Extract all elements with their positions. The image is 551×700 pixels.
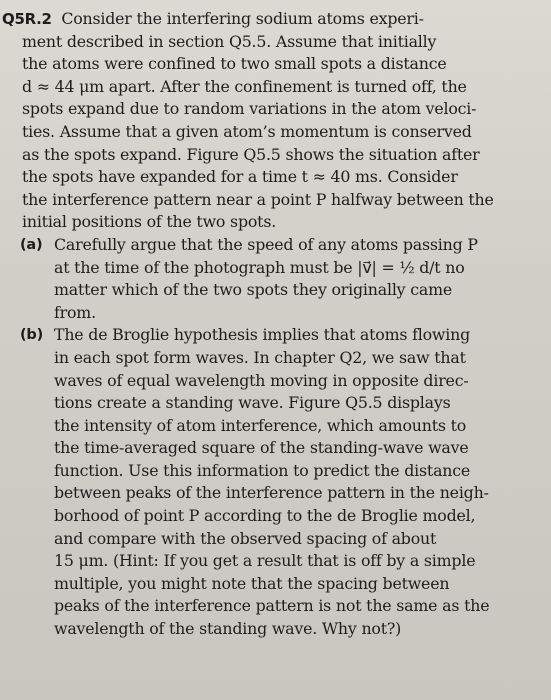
part-b-line-10: and compare with the observed spacing of about	[54, 528, 437, 548]
part-b-line-11: 15 μm. (Hint: If you get a result that is off by a simple	[54, 551, 476, 571]
part-a-line-4: from.	[54, 302, 96, 322]
part-a	[2, 234, 537, 324]
part-b-line-4: tions create a standing wave. Figure Q5.5 displays	[54, 393, 451, 413]
part-b-line-2: in each spot form waves. In chapter Q2, we saw that	[54, 347, 466, 367]
part-a-line-3: matter which of the two spots they originally came	[54, 280, 453, 300]
intro-line-8: the spots have expanded for a time t ≈ 40 ms. Consider	[22, 167, 458, 187]
part-b	[2, 324, 537, 640]
intro-line-9: the interference pattern near a point P halfway between the	[22, 189, 494, 209]
intro-line-1: Q5R.2 Consider the interfering sodium atoms experi-	[2, 9, 424, 28]
part-a-line-2: at the time of the photograph must be |v⃗| = ½ d/t no	[54, 257, 465, 277]
intro-line-10: initial positions of the two spots.	[22, 212, 277, 232]
part-a-line-1: Carefully argue that the speed of any atoms passing P	[54, 234, 478, 254]
part-b-line-3: waves of equal wavelength moving in opposite direc-	[54, 370, 469, 390]
intro-line-2: ment described in section Q5.5. Assume that initially	[22, 31, 437, 51]
part-b-text	[54, 324, 537, 640]
intro-line-5: spots expand due to random variations in the atom veloci-	[22, 99, 477, 119]
part-a-text	[54, 234, 537, 324]
part-b-label: (b)	[20, 327, 44, 344]
problem-q5r2	[2, 8, 537, 641]
part-b-line-7: function. Use this information to predict the distance	[54, 460, 471, 480]
intro-line-4: d ≈ 44 μm apart. After the confinement is turned off, the	[22, 76, 467, 96]
part-b-line-5: the intensity of atom interference, which amounts to	[54, 415, 467, 435]
part-b-line-1: The de Broglie hypothesis implies that atoms flowing	[54, 325, 470, 345]
part-b-line-6: the time-averaged square of the standing-wave wave	[54, 438, 469, 458]
part-b-line-12: multiple, you might note that the spacing between	[54, 573, 450, 593]
intro-line-7: as the spots expand. Figure Q5.5 shows the situation after	[22, 144, 480, 164]
part-b-line-14: wavelength of the standing wave. Why not?)	[54, 619, 402, 639]
problem-intro	[2, 8, 537, 234]
part-b-line-8: between peaks of the interference pattern in the neigh-	[54, 483, 489, 503]
part-b-line-13: peaks of the interference pattern is not the same as the	[54, 596, 490, 616]
part-a-label: (a)	[20, 236, 43, 253]
problem-label: Q5R.2	[2, 10, 52, 28]
intro-line-6: ties. Assume that a given atom’s momentum is conserved	[22, 121, 472, 141]
part-b-line-9: borhood of point P according to the de Broglie model,	[54, 506, 476, 526]
intro-line-3: the atoms were confined to two small spots a distance	[22, 54, 447, 74]
